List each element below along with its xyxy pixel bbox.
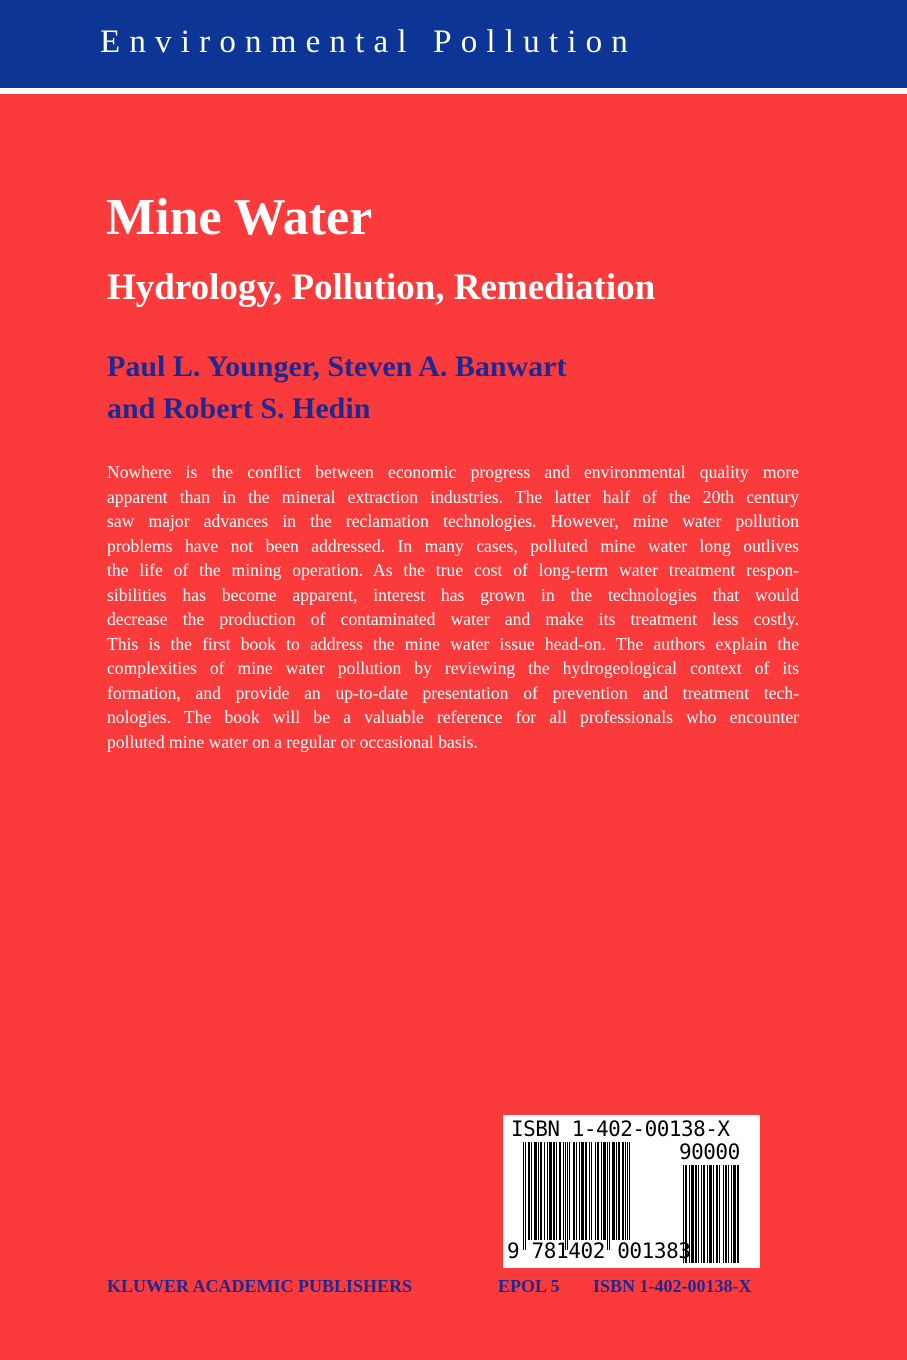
barcode-bar (707, 1165, 708, 1263)
description-line: decrease the production of contaminated water and make its treatment less costly. (107, 609, 799, 629)
barcode-bar (703, 1165, 705, 1263)
barcode-bar (569, 1142, 570, 1240)
barcode-bar (544, 1142, 545, 1240)
barcode-bar (597, 1142, 599, 1240)
footer-isbn: ISBN 1-402-00138-X (593, 1276, 752, 1296)
barcode-bar (538, 1142, 539, 1240)
barcode-bar (563, 1142, 564, 1240)
barcode-bar (723, 1165, 724, 1263)
barcode-bar (585, 1142, 587, 1240)
authors-line-1: Paul L. Younger, Steven A. Banwart (107, 350, 567, 383)
barcode-bar (731, 1165, 732, 1263)
barcode-bar (691, 1165, 694, 1263)
barcode-bar (719, 1165, 720, 1263)
barcode-bar (531, 1142, 532, 1240)
barcode-bar (601, 1142, 602, 1240)
barcode-bar (622, 1142, 624, 1240)
barcode-addon-bars (683, 1165, 755, 1263)
barcode-bar (625, 1142, 626, 1240)
barcode-bar (565, 1142, 566, 1250)
description-line: formation, and provide an up-to-date presentation of prevention and treatment tech- (107, 682, 799, 703)
description-line: This is the first book to address the mine water issue head-on. The authors explain the (107, 633, 799, 654)
authors-line-2: and Robert S. Hedin (107, 392, 371, 425)
barcode-bar (695, 1165, 697, 1263)
barcode-bar (737, 1165, 739, 1263)
barcode-bar (589, 1142, 590, 1240)
barcode-bar (713, 1165, 714, 1263)
barcode-bar (609, 1142, 610, 1250)
barcode-bar (528, 1142, 530, 1240)
barcode-bar (579, 1142, 580, 1240)
barcode-main-bars (523, 1142, 671, 1250)
isbn-barcode (503, 1115, 760, 1268)
barcode-bar (701, 1165, 702, 1263)
description-line: sibilities has become apparent, interest has grown in the technologies that would (107, 584, 799, 605)
barcode-bar (553, 1142, 555, 1240)
barcode-bar (595, 1142, 596, 1240)
description-line: saw major advances in the reclamation technologies. However, mine water pollution (107, 511, 799, 531)
description-line: complexities of mine water pollution by reviewing the hydrogeological context of its (107, 658, 799, 678)
description-line: apparent than in the mineral extraction industries. The latter half of the 20th century (107, 486, 799, 507)
barcode-bar (549, 1142, 552, 1240)
barcode-ean-digits: 9 781402 001383 (507, 1239, 691, 1263)
barcode-addon-digits: 90000 (679, 1140, 740, 1164)
description-line: the life of the mining operation. As the true cost of long-term water treatment respon- (107, 560, 799, 580)
barcode-bar (612, 1142, 615, 1240)
book-subtitle: Hydrology, Pollution, Remediation (107, 267, 656, 308)
barcode-bar (540, 1142, 542, 1240)
barcode-bar (581, 1142, 584, 1240)
barcode-bar (716, 1165, 718, 1263)
barcode-bar (733, 1165, 736, 1263)
description-line: polluted mine water on a regular or occasional basis. (107, 731, 478, 752)
barcode-bar (603, 1142, 606, 1240)
barcode-bar (547, 1142, 548, 1240)
barcode-bar (573, 1142, 575, 1240)
series-title: Environmental Pollution (100, 24, 637, 60)
barcode-bar (576, 1142, 577, 1240)
description-line: nologies. The book will be a valuable reference for all professionals who encounter (107, 707, 799, 727)
book-title: Mine Water (106, 189, 373, 246)
barcode-bar (709, 1165, 712, 1263)
barcode-bar (556, 1142, 557, 1240)
barcode-bar (627, 1142, 628, 1240)
barcode-bar (523, 1142, 524, 1250)
publisher-name: KLUWER ACADEMIC PUBLISHERS (107, 1276, 413, 1296)
barcode-bar (559, 1142, 561, 1240)
barcode-bar (725, 1165, 727, 1263)
barcode-bar (728, 1165, 729, 1263)
barcode-bar (607, 1142, 608, 1250)
barcode-bar (618, 1142, 620, 1240)
book-description (107, 460, 799, 754)
barcode-bar (629, 1142, 630, 1240)
description-line: problems have not been addressed. In many cases, polluted mine water long outlives (107, 535, 799, 556)
barcode-bar (567, 1142, 568, 1250)
barcode-bar (698, 1165, 699, 1263)
description-line: Nowhere is the conflict between economic progress and environmental quality more (107, 462, 799, 482)
barcode-bar (525, 1142, 526, 1250)
barcode-bar (591, 1142, 592, 1240)
header-divider (0, 88, 907, 94)
barcode-bar (534, 1142, 537, 1240)
barcode-bar (616, 1142, 617, 1240)
barcode-isbn-text: ISBN 1-402-00138-X (511, 1117, 730, 1141)
series-code: EPOL 5 (498, 1276, 560, 1296)
